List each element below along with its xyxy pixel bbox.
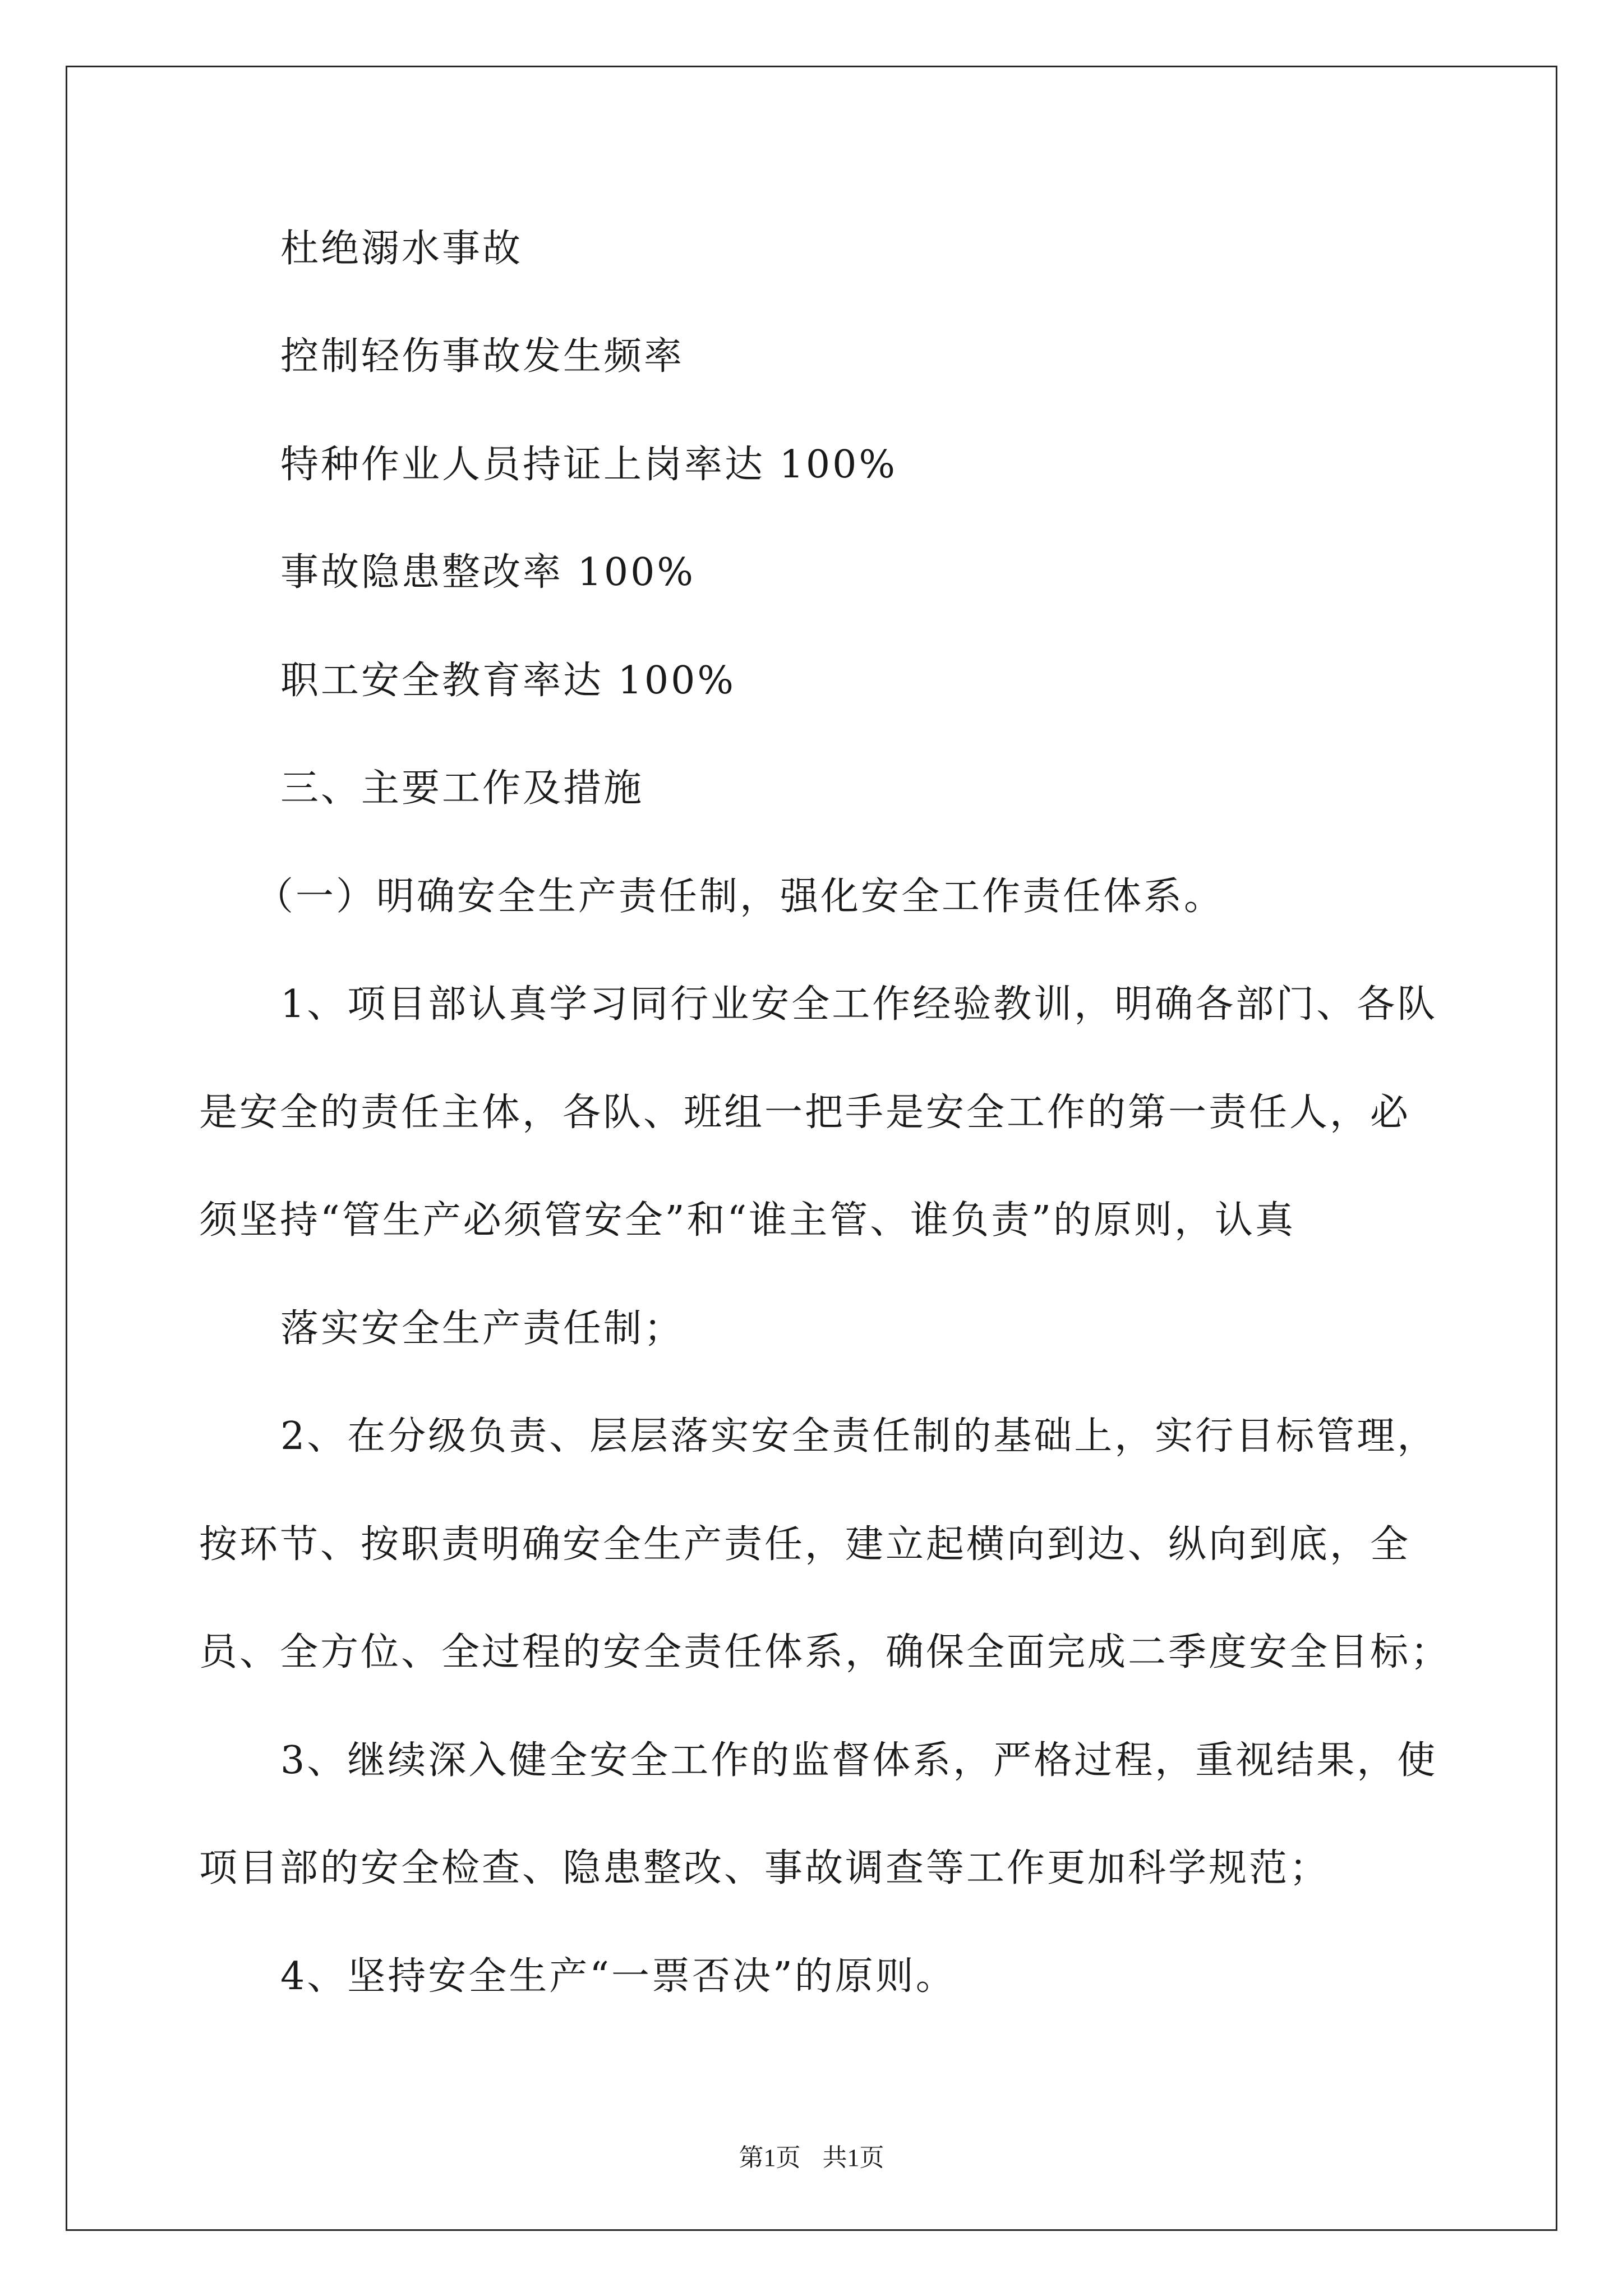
paragraph-line: 须坚持“管生产必须管安全”和“谁主管、谁负责”的原则，认真 <box>199 1198 1296 1243</box>
paragraph-line: 事故隐患整改率 100% <box>280 550 696 595</box>
paragraph-line: 落实安全生产责任制； <box>280 1306 685 1351</box>
subsection-heading: （一）明确安全生产责任制，强化安全工作责任体系。 <box>255 875 1225 919</box>
paragraph-line: 4、坚持安全生产“一票否决”的原则。 <box>280 1954 956 1999</box>
paragraph-line: 按环节、按职责明确安全生产责任，建立起横向到边、纵向到底，全 <box>199 1522 1411 1567</box>
page-border <box>66 66 1557 2231</box>
paragraph-line: 项目部的安全检查、隐患整改、事故调查等工作更加科学规范； <box>199 1846 1330 1890</box>
page-footer <box>0 2137 1623 2173</box>
section-heading: 三、主要工作及措施 <box>280 766 644 811</box>
paragraph-line: 是安全的责任主体，各队、班组一把手是安全工作的第一责任人，必 <box>199 1091 1411 1135</box>
paragraph-line: 特种作业人员持证上岗率达 100% <box>280 443 898 487</box>
paragraph-line: 2、在分级负责、层层落实安全责任制的基础上，实行目标管理， <box>280 1414 1438 1458</box>
paragraph-line: 职工安全教育率达 100% <box>280 659 736 703</box>
paragraph-line: 杜绝溺水事故 <box>280 227 523 271</box>
page-number: 第1页 <box>739 2144 801 2171</box>
paragraph-line: 员、全方位、全过程的安全责任体系，确保全面完成二季度安全目标； <box>199 1630 1451 1674</box>
paragraph-line: 控制轻伤事故发生频率 <box>280 334 685 379</box>
paragraph-line: 1、项目部认真学习同行业安全工作经验教训，明确各部门、各队 <box>280 982 1438 1027</box>
paragraph-line: 3、继续深入健全安全工作的监督体系，严格过程，重视结果，使 <box>280 1738 1438 1783</box>
page-total: 共1页 <box>822 2144 884 2171</box>
